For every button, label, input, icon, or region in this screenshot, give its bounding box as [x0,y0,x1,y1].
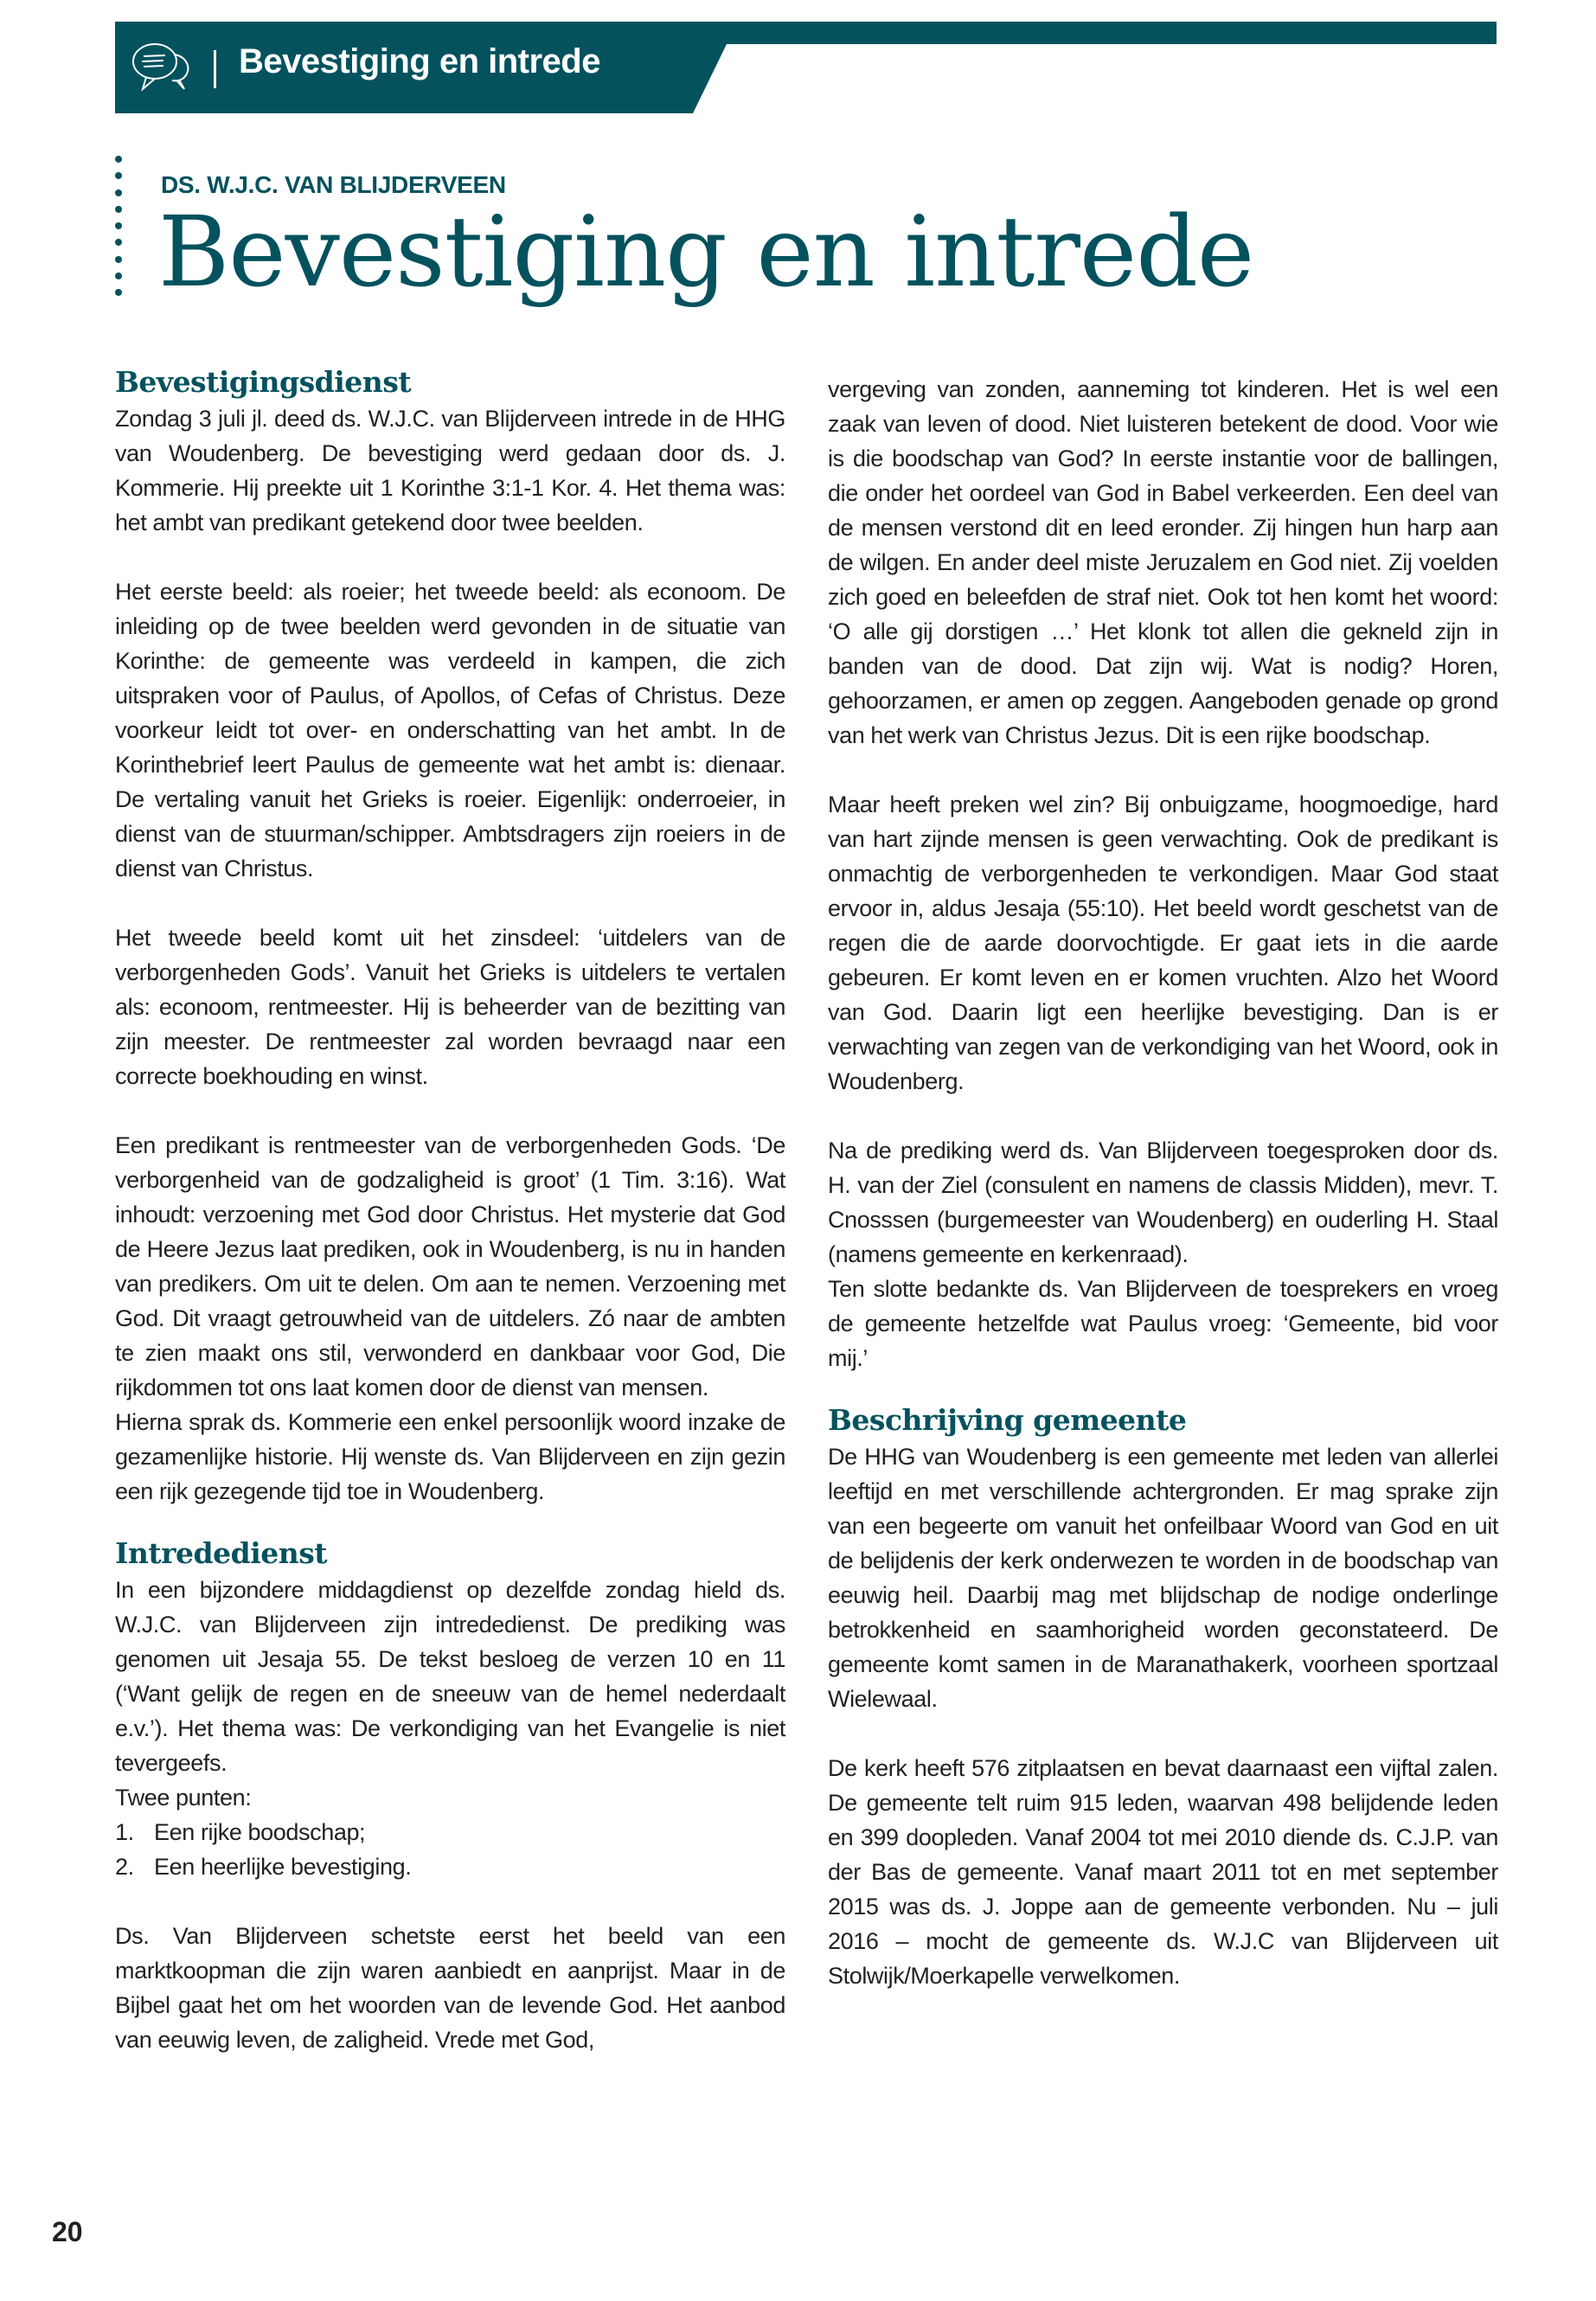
heading-bevestigingsdienst: Bevestigingsdienst [115,365,412,399]
list-label: Twee punten: [115,1785,252,1811]
list-number: 2. [115,1854,134,1880]
paragraph: Maar heeft preken wel zin? Bij onbuigzame, hoogmoedige, hard van hart zijnde mensen is geen verwachting. Ook de predikant is onmachtig de verborgenheden te verkondigen. Maar God staat ervoor in, aldus Jesaja (55:10). Het beeld wordt geschetst van de regen die de aarde doorvochtigde. Er gaat iets in die aarde gebeuren. Er komt leven en er komen vruchten. Alzo het Woord van God. Daarin ligt een heerlijke bevestiging. Dan is er verwachting van zegen van de verkondiging van het Woord, ook in Woudenberg. [828,792,1498,1094]
banner-separator [214,50,216,88]
list-number: 1. [115,1819,134,1845]
heading-beschrijving-gemeente: Beschrijving gemeente [828,1403,1187,1437]
speech-bubbles-icon [129,39,200,94]
section-banner [115,22,1497,113]
paragraph: Het tweede beeld komt uit het zinsdeel: ‘uitdelers van de verborgenheden Gods’. Vanuit het Grieks is uitdelers te vertalen als: econoom, rentmeester. Hij is beheerder van de bezitting van zijn meester. De rentmeester zal worden bevraagd naar een correcte boekhouding en winst. [115,925,785,1089]
paragraph: Hierna sprak ds. Kommerie een enkel persoonlijk woord inzake de gezamenlijke historie. Hij wenste ds. Van Blijderveen en zijn gezin een rijk gezegende tijd toe in Woudenberg. [115,1409,785,1504]
paragraph: Een predikant is rentmeester van de verborgenheden Gods. ‘De verborgenheid van de godzaligheid is groot’ (1 Tim. 3:16). Wat inhoudt: verzoening met God door Christus. Het mysterie dat God de Heere Jezus laat prediken, ook in Woudenberg, is nu in handen van predikers. Om uit te delen. Om aan te nemen. Verzoening met God. Dit vraagt getrouwheid van de uitdelers. Zó naar de ambten te zien maakt ons stil, verwonderd en dankbaar voor God, Die rijkdommen tot ons laat komen door de dienst van mensen. [115,1132,785,1400]
dotted-rule [115,156,124,303]
right-column [828,372,1498,1993]
section-title: Bevestiging en intrede [239,42,600,80]
heading-intrededienst: Intrededienst [115,1536,328,1570]
left-column [115,363,785,2057]
list-item [115,1815,785,1849]
paragraph: vergeving van zonden, aanneming tot kinderen. Het is wel een zaak van leven of dood. Niet luisteren betekent de dood. Voor wie is die boodschap van God? In eerste instantie voor de ballingen, die onder het oordeel van God in Babel verkeerden. Een deel van de mensen verstond dit en leed eronder. Zij hingen hun harp aan de wilgen. En ander deel miste Jeruzalem en God niet. Zij voelden zich goed en beleefden de straf niet. Ook tot hen komt het woord: ‘O alle gij dorstigen …’ Het klonk tot allen die gekneld zijn in banden van de dood. Dat zijn wij. Wat is nodig? Horen, gehoorzamen, er amen op zeggen. Aangeboden genade op grond van het werk van Christus Jezus. Dit is een rijke boodschap. [828,376,1498,748]
page-number: 20 [52,2216,83,2247]
numbered-list [115,1815,785,1884]
paragraph: De kerk heeft 576 zitplaatsen en bevat daarnaast een vijftal zalen. De gemeente telt ruim 915 leden, waarvan 498 belijdende leden en 399 doopleden. Vanaf 2004 tot mei 2010 diende ds. C.J.P. van der Bas de gemeente. Vanaf maart 2011 tot en met september 2015 was ds. J. Joppe aan de gemeente verbonden. Nu – juli 2016 – mocht de gemeente ds. W.J.C van Blijderveen uit Stolwijk/Moerkapelle verwelkomen. [828,1755,1498,1989]
paragraph: Het eerste beeld: als roeier; het tweede beeld: als econoom. De inleiding op de twee beelden werd gevonden in de situatie van Korinthe: de gemeente was verdeeld in kampen, die zich uitspraken voor of Paulus, of Apollos, of Cefas of Christus. Deze voorkeur leidt tot over- en onderschatting van het ambt. In de Korinthebrief leert Paulus de gemeente wat het ambt is: dienaar. De vertaling vanuit het Grieks is roeier. Eigenlijk: onderroeier, in dienst van de stuurman/schipper. Ambtsdragers zijn roeiers in de dienst van Christus. [115,579,785,881]
paragraph: De HHG van Woudenberg is een gemeente met leden van allerlei leeftijd en met verschillende achtergronden. Er mag sprake zijn van een begeerte om vanuit het onfeilbaar Woord van God en uit de belijdenis der kerk onderwezen te worden in de boodschap van eeuwig heil. Daarbij mag met blijdschap de nodige onderlinge betrokkenheid en saamhorigheid worden geconstateerd. De gemeente komt samen in de Maranathakerk, voorheen sportzaal Wielewaal. [828,1444,1498,1712]
list-text: Een rijke boodschap; [154,1819,366,1845]
article-author: DS. W.J.C. VAN BLIJDERVEEN [161,171,506,198]
paragraph: In een bijzondere middagdienst op dezelfde zondag hield ds. W.J.C. van Blijderveen zijn intrededienst. De prediking was genomen uit Jesaja 55. De tekst besloeg de verzen 10 en 11 (‘Want gelijk de regen en de sneeuw van de hemel nederdaalt e.v.’). Het thema was: De verkondiging van het Evangelie is niet tevergeefs. [115,1577,785,1776]
paragraph: Na de prediking werd ds. Van Blijderveen toegesproken door ds. H. van der Ziel (consulent en namens de classis Midden), mevr. T. Cnosssen (burgemeester van Woudenberg) en ouderling H. Staal (namens gemeente en kerkenraad). [828,1138,1498,1267]
paragraph: Zondag 3 juli jl. deed ds. W.J.C. van Blijderveen intrede in de HHG van Woudenberg. De bevestiging werd gedaan door ds. J. Kommerie. Hij preekte uit 1 Korinthe 3:1-1 Kor. 4. Het thema was: het ambt van predikant getekend door twee beelden. [115,406,785,535]
list-item [115,1849,785,1884]
article-title: Bevestiging en intrede [158,196,1254,309]
list-text: Een heerlijke bevestiging. [154,1854,412,1880]
paragraph: Ten slotte bedankte ds. Van Blijderveen de toesprekers en vroeg de gemeente hetzelfde wat Paulus vroeg: ‘Gemeente, bid voor mij.’ [828,1276,1498,1371]
paragraph: Ds. Van Blijderveen schetste eerst het beeld van een marktkoopman die zijn waren aanbiedt en aanprijst. Maar in de Bijbel gaat het om het woorden van de levende God. Het aanbod van eeuwig leven, de zaligheid. Vrede met God, [115,1923,785,2053]
